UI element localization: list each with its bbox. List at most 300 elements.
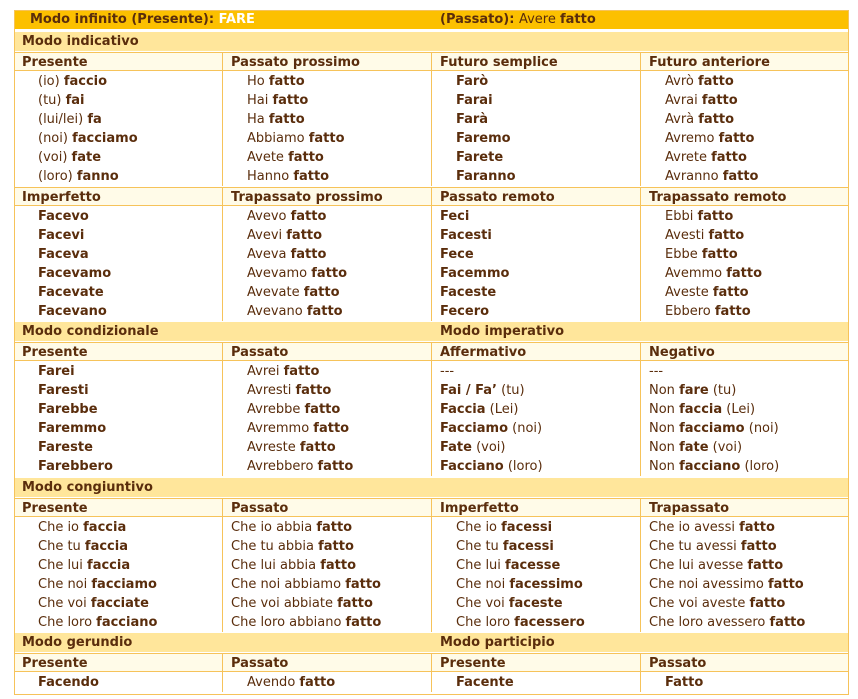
form-part: Avevate xyxy=(247,285,304,300)
conjugation-cell xyxy=(432,400,641,419)
section-condizionale-imperativo xyxy=(14,322,849,341)
form-part: Non xyxy=(649,459,680,474)
form-part: (lui/lei) xyxy=(38,112,88,127)
conjugation-cell xyxy=(432,438,641,457)
form-part: (loro) xyxy=(38,169,77,184)
tense-header: Passato xyxy=(649,656,707,671)
tense-header: Futuro semplice xyxy=(432,53,641,72)
section-title: Modo imperativo xyxy=(440,324,565,339)
form-part: Avranno xyxy=(665,169,723,184)
verb-form: Farai xyxy=(456,93,493,108)
form-part: Non xyxy=(649,421,680,436)
conjugation-cell xyxy=(223,245,432,264)
verb-form: fatto xyxy=(268,74,305,89)
subheader-row xyxy=(14,498,849,517)
tense-header: Imperfetto xyxy=(14,188,223,207)
conjugation-cell xyxy=(223,72,432,91)
conjugation-cell xyxy=(641,594,849,613)
table-row xyxy=(14,110,849,129)
form-part: Avevano xyxy=(247,304,307,319)
tense-header: Passato prossimo xyxy=(223,53,432,72)
verb-form: fatto xyxy=(306,304,343,319)
verb-form: facciamo xyxy=(91,577,157,592)
verb-form: fatto xyxy=(318,539,354,554)
form-part: (voi) xyxy=(708,440,743,455)
table-row xyxy=(14,438,849,457)
conjugation-cell xyxy=(14,556,223,575)
form-part: Che io xyxy=(456,520,502,535)
form-part: Avrai xyxy=(665,93,702,108)
verb-form: Fecero xyxy=(440,304,490,319)
form-part: (noi) xyxy=(38,131,73,146)
verb-form: faccia xyxy=(679,402,723,417)
verb-form: fatto xyxy=(290,209,327,224)
form-part: Che loro abbiano xyxy=(231,615,346,630)
conjugation-cell xyxy=(223,518,432,537)
conjugation-cell xyxy=(641,264,849,283)
form-part: Che lui xyxy=(38,558,88,573)
subheader-row xyxy=(14,187,849,206)
verb-form: fatto xyxy=(288,150,324,165)
verb-form: Faresti xyxy=(38,383,89,398)
verb-form: fatto xyxy=(304,402,341,417)
verb-form: fatto xyxy=(739,520,775,535)
verb-form: Facente xyxy=(456,675,514,690)
form-part: Che voi xyxy=(38,596,91,611)
section-gerundio-participio xyxy=(14,633,849,652)
verb-form: faccia xyxy=(87,558,131,573)
conjugation-cell xyxy=(14,91,223,110)
form-part: (io) xyxy=(38,74,64,89)
table-row xyxy=(14,518,849,537)
conjugation-cell xyxy=(641,72,849,91)
conjugation-cell xyxy=(432,362,641,381)
conjugation-cell xyxy=(14,673,223,692)
table-row xyxy=(14,245,849,264)
conjugation-cell xyxy=(641,518,849,537)
verb-form: fatto xyxy=(337,596,373,611)
form-part: Non xyxy=(649,402,680,417)
verb-form: facessi xyxy=(501,520,553,535)
form-part: Che lui avesse xyxy=(649,558,748,573)
conjugation-cell xyxy=(641,575,849,594)
form-part: Abbiamo xyxy=(247,131,309,146)
conjugation-cell xyxy=(641,613,849,632)
tense-header: Trapassato xyxy=(649,501,730,516)
form-part: (Lei) xyxy=(722,402,756,417)
verb-form: fate xyxy=(71,150,102,165)
tense-header: Passato xyxy=(223,499,432,518)
conjugation-cell xyxy=(641,673,849,692)
conjugation-cell xyxy=(223,594,432,613)
form-part: Avevo xyxy=(247,209,291,224)
form-part: Avemmo xyxy=(665,266,727,281)
form-part: --- xyxy=(440,364,455,379)
verb-form: fatto xyxy=(749,596,786,611)
verb-form: facciano xyxy=(96,615,158,630)
conjugation-cell xyxy=(641,245,849,264)
tense-header: Trapassato prossimo xyxy=(223,188,432,207)
tense-header: Negativo xyxy=(649,345,715,360)
table-row xyxy=(14,381,849,400)
form-part: --- xyxy=(649,364,664,379)
verb-form: Faccia xyxy=(440,402,486,417)
verb-form: fatto xyxy=(740,539,777,554)
conjugation-cell xyxy=(641,381,849,400)
conjugation-cell xyxy=(432,419,641,438)
conjugation-cell xyxy=(14,207,223,226)
conjugation-cell xyxy=(432,148,641,167)
conjugation-cell xyxy=(14,226,223,245)
table-row xyxy=(14,207,849,226)
form-part: Che loro xyxy=(38,615,97,630)
conjugation-cell xyxy=(14,110,223,129)
verb-form: fa xyxy=(87,112,102,127)
verb-form: fatto xyxy=(697,74,734,89)
section-title: Modo congiuntivo xyxy=(22,480,153,495)
form-part: Avrebbero xyxy=(247,459,318,474)
form-part: Avete xyxy=(247,150,289,165)
verb-form: Faceva xyxy=(38,247,89,262)
form-part: Che noi abbiamo xyxy=(231,577,346,592)
form-part: Avrebbe xyxy=(247,402,305,417)
conjugation-cell xyxy=(432,613,641,632)
conjugation-cell xyxy=(432,91,641,110)
conjugation-cell xyxy=(223,226,432,245)
verb-form: Farete xyxy=(456,150,504,165)
verb-form: fatto xyxy=(769,615,806,630)
conjugation-cell xyxy=(223,148,432,167)
conjugation-cell xyxy=(14,167,223,186)
verb-form: Facciamo xyxy=(440,421,509,436)
conjugation-cell xyxy=(14,613,223,632)
conjugation-cell xyxy=(14,129,223,148)
form-part: Avrà xyxy=(665,112,699,127)
verb-form: faceste xyxy=(508,596,563,611)
infinito-cell xyxy=(22,10,422,29)
table-row xyxy=(14,457,849,476)
conjugation-cell xyxy=(14,575,223,594)
conjugation-cell xyxy=(432,245,641,264)
conjugation-cell xyxy=(432,129,641,148)
verb-form: facessi xyxy=(502,539,554,554)
verb-form: fatto xyxy=(747,558,784,573)
conjugation-cell xyxy=(641,129,849,148)
conjugation-cell xyxy=(223,400,432,419)
form-part: (loro) xyxy=(503,459,543,474)
form-part: Che voi aveste xyxy=(649,596,750,611)
verb-form: Facevi xyxy=(38,228,85,243)
table-row xyxy=(14,673,849,692)
conjugation-cell xyxy=(641,226,849,245)
verb-form: Farei xyxy=(38,364,75,379)
conjugation-cell xyxy=(223,575,432,594)
verb-form: Farebbero xyxy=(38,459,113,474)
form-part: Avreste xyxy=(247,440,300,455)
tense-header: Trapassato remoto xyxy=(649,190,787,205)
form-part: Che lui abbia xyxy=(231,558,321,573)
conjugation-cell xyxy=(641,110,849,129)
conjugation-cell xyxy=(14,381,223,400)
verb-form: Facevate xyxy=(38,285,104,300)
verb-form: Fate xyxy=(440,440,472,455)
form-part: Avremmo xyxy=(247,421,314,436)
tense-header: Presente xyxy=(14,53,223,72)
conjugation-cell xyxy=(641,400,849,419)
table-row xyxy=(14,129,849,148)
conjugation-cell xyxy=(641,91,849,110)
conjugation-cell xyxy=(223,167,432,186)
form-part: Non xyxy=(649,383,680,398)
table-row xyxy=(14,362,849,381)
table-row xyxy=(14,72,849,91)
passato-value: fatto xyxy=(559,12,596,27)
table-row xyxy=(14,226,849,245)
form-part: (loro) xyxy=(740,459,780,474)
table-row xyxy=(14,419,849,438)
form-part: Aveva xyxy=(247,247,291,262)
form-part: Che io avessi xyxy=(649,520,740,535)
conjugation-cell xyxy=(14,302,223,321)
subheader-row xyxy=(14,653,849,672)
verb-form: fatto xyxy=(299,675,336,690)
conjugation-cell xyxy=(14,518,223,537)
conjugation-cell xyxy=(432,207,641,226)
conjugation-cell xyxy=(223,283,432,302)
table-row xyxy=(14,594,849,613)
form-part: Ebbero xyxy=(665,304,715,319)
verb-form: Facesti xyxy=(440,228,492,243)
form-part: Ebbe xyxy=(665,247,702,262)
conjugation-cell xyxy=(14,72,223,91)
conjugation-cell xyxy=(432,537,641,556)
form-part: Che loro xyxy=(456,615,515,630)
conjugation-cell xyxy=(223,129,432,148)
conjugation-cell xyxy=(14,457,223,476)
form-part: (noi) xyxy=(744,421,779,436)
verb-form: fatto xyxy=(712,285,749,300)
conjugation-cell xyxy=(641,207,849,226)
verb-form: fatto xyxy=(767,577,804,592)
verb-form: fatto xyxy=(701,247,738,262)
conjugation-cell xyxy=(641,556,849,575)
tense-header: Passato remoto xyxy=(432,188,641,207)
conjugation-cell xyxy=(432,594,641,613)
form-part: Che tu avessi xyxy=(649,539,741,554)
conjugation-cell xyxy=(223,613,432,632)
form-part: (tu) xyxy=(708,383,737,398)
conjugation-cell xyxy=(223,457,432,476)
table-row xyxy=(14,167,849,186)
conjugation-cell xyxy=(14,362,223,381)
conjugation-cell xyxy=(432,673,641,692)
verb-form: faccia xyxy=(84,539,128,554)
tense-header: Presente xyxy=(14,343,223,362)
form-part: Che voi xyxy=(456,596,509,611)
verb-form: fatto xyxy=(293,169,330,184)
passato-label: (Passato): xyxy=(440,12,519,27)
table-row xyxy=(14,91,849,110)
conjugation-cell xyxy=(432,226,641,245)
section-indicativo xyxy=(14,32,849,51)
verb-form: fatto xyxy=(311,266,348,281)
passato-cell xyxy=(432,10,832,29)
form-part: (voi) xyxy=(38,150,72,165)
conjugation-cell xyxy=(432,110,641,129)
infinito-label: Modo infinito (Presente): xyxy=(30,12,219,27)
verb-form: fare xyxy=(679,383,709,398)
verb-form: Faremo xyxy=(456,131,511,146)
conjugation-cell xyxy=(14,245,223,264)
conjugation-cell xyxy=(223,673,432,692)
form-part: Ebbi xyxy=(665,209,698,224)
verb-form: facessimo xyxy=(509,577,583,592)
conjugation-cell xyxy=(223,264,432,283)
form-part: Hanno xyxy=(247,169,294,184)
tense-header: Presente xyxy=(14,654,223,673)
form-part: Avresti xyxy=(247,383,296,398)
form-part: Che noi xyxy=(38,577,92,592)
verb-form: facciamo xyxy=(679,421,745,436)
verb-form: fatto xyxy=(722,169,759,184)
section-title: Modo participio xyxy=(440,635,555,650)
conjugation-cell xyxy=(432,575,641,594)
form-part: Che noi xyxy=(456,577,510,592)
tense-header: Imperfetto xyxy=(432,499,641,518)
subheader-row xyxy=(14,342,849,361)
verb-form: faccia xyxy=(83,520,127,535)
conjugation-cell xyxy=(432,457,641,476)
verb-form: fatto xyxy=(718,131,755,146)
table-row xyxy=(14,537,849,556)
verb-form: facesse xyxy=(505,558,561,573)
title-row xyxy=(14,10,849,29)
conjugation-cell xyxy=(641,537,849,556)
verb-form: fatto xyxy=(308,131,345,146)
verb-form: Feci xyxy=(440,209,470,224)
verb-form: fatto xyxy=(316,520,353,535)
conjugation-cell xyxy=(432,556,641,575)
form-part: Che io abbia xyxy=(231,520,317,535)
table-row xyxy=(14,556,849,575)
verb-form: fatto xyxy=(299,440,336,455)
verb-form: Facevamo xyxy=(38,266,112,281)
conjugation-cell xyxy=(432,264,641,283)
verb-form: Facciano xyxy=(440,459,504,474)
verb-form: Faremmo xyxy=(38,421,107,436)
section-title: Modo indicativo xyxy=(22,34,139,49)
conjugation-cell xyxy=(14,264,223,283)
conjugation-cell xyxy=(223,110,432,129)
conjugation-cell xyxy=(14,400,223,419)
form-part: Che tu xyxy=(456,539,503,554)
verb-form: facciamo xyxy=(72,131,138,146)
form-part: Ha xyxy=(247,112,269,127)
form-part: Avremo xyxy=(665,131,719,146)
verb-form: fatto xyxy=(711,150,747,165)
form-part: Avevamo xyxy=(247,266,312,281)
conjugation-cell xyxy=(223,362,432,381)
verb-form: fatto xyxy=(283,364,320,379)
tense-header: Passato xyxy=(223,654,432,673)
conjugation-cell xyxy=(14,594,223,613)
section-congiuntivo xyxy=(14,478,849,497)
form-part: Avendo xyxy=(247,675,300,690)
conjugation-cell xyxy=(432,302,641,321)
verb-form: fatto xyxy=(290,247,327,262)
conjugation-cell xyxy=(14,283,223,302)
verb-form: fatto xyxy=(698,112,735,127)
conjugation-cell xyxy=(223,207,432,226)
subheader-row xyxy=(14,52,849,71)
form-part: (Lei) xyxy=(485,402,519,417)
verb-form: fanno xyxy=(76,169,119,184)
form-part: Che noi avessimo xyxy=(649,577,768,592)
verb-form: fatto xyxy=(345,615,382,630)
verb-form: fatto xyxy=(268,112,305,127)
verb-form: fatto xyxy=(313,421,350,436)
conjugation-cell xyxy=(432,72,641,91)
conjugation-cell xyxy=(641,457,849,476)
table-row xyxy=(14,148,849,167)
verb-form: fatto xyxy=(708,228,745,243)
conjugation-cell xyxy=(223,91,432,110)
verb-form: fatto xyxy=(726,266,763,281)
form-part: Che loro avessero xyxy=(649,615,770,630)
conjugation-cell xyxy=(432,283,641,302)
verb-form: facessero xyxy=(514,615,585,630)
conjugation-cell xyxy=(223,381,432,400)
verb-form: Farò xyxy=(456,74,489,89)
verb-form: fatto xyxy=(317,459,354,474)
conjugation-cell xyxy=(223,419,432,438)
conjugation-cell xyxy=(641,438,849,457)
conjugation-cell xyxy=(432,518,641,537)
table-row xyxy=(14,613,849,632)
conjugation-cell xyxy=(223,438,432,457)
form-part: Non xyxy=(649,440,680,455)
form-part: Avevi xyxy=(247,228,287,243)
form-part: Avesti xyxy=(665,228,709,243)
form-part: Che io xyxy=(38,520,84,535)
table-row xyxy=(14,283,849,302)
conjugation-cell xyxy=(14,537,223,556)
form-part: Che tu abbia xyxy=(231,539,319,554)
verb-form: fatto xyxy=(295,383,332,398)
form-part: Che lui xyxy=(456,558,506,573)
verb-form: fatto xyxy=(701,93,738,108)
form-part: Che voi abbiate xyxy=(231,596,338,611)
verb-form: facciano xyxy=(679,459,741,474)
infinito-value: FARE xyxy=(218,12,255,27)
tense-header: Futuro anteriore xyxy=(649,55,770,70)
form-part: (noi) xyxy=(508,421,543,436)
form-part: Avrò xyxy=(665,74,698,89)
tense-header: Passato xyxy=(223,343,432,362)
section-title: Modo condizionale xyxy=(22,324,159,339)
form-part: Avrei xyxy=(247,364,284,379)
conjugation-cell xyxy=(432,167,641,186)
verb-form: Fece xyxy=(440,247,474,262)
verb-form: fate xyxy=(679,440,709,455)
table-row xyxy=(14,264,849,283)
verb-form: Facevano xyxy=(38,304,107,319)
verb-form: facciate xyxy=(90,596,149,611)
form-part: Hai xyxy=(247,93,273,108)
verb-form: Fai / Fa’ xyxy=(440,383,497,398)
tense-header: Presente xyxy=(432,654,641,673)
conjugation-cell xyxy=(223,537,432,556)
